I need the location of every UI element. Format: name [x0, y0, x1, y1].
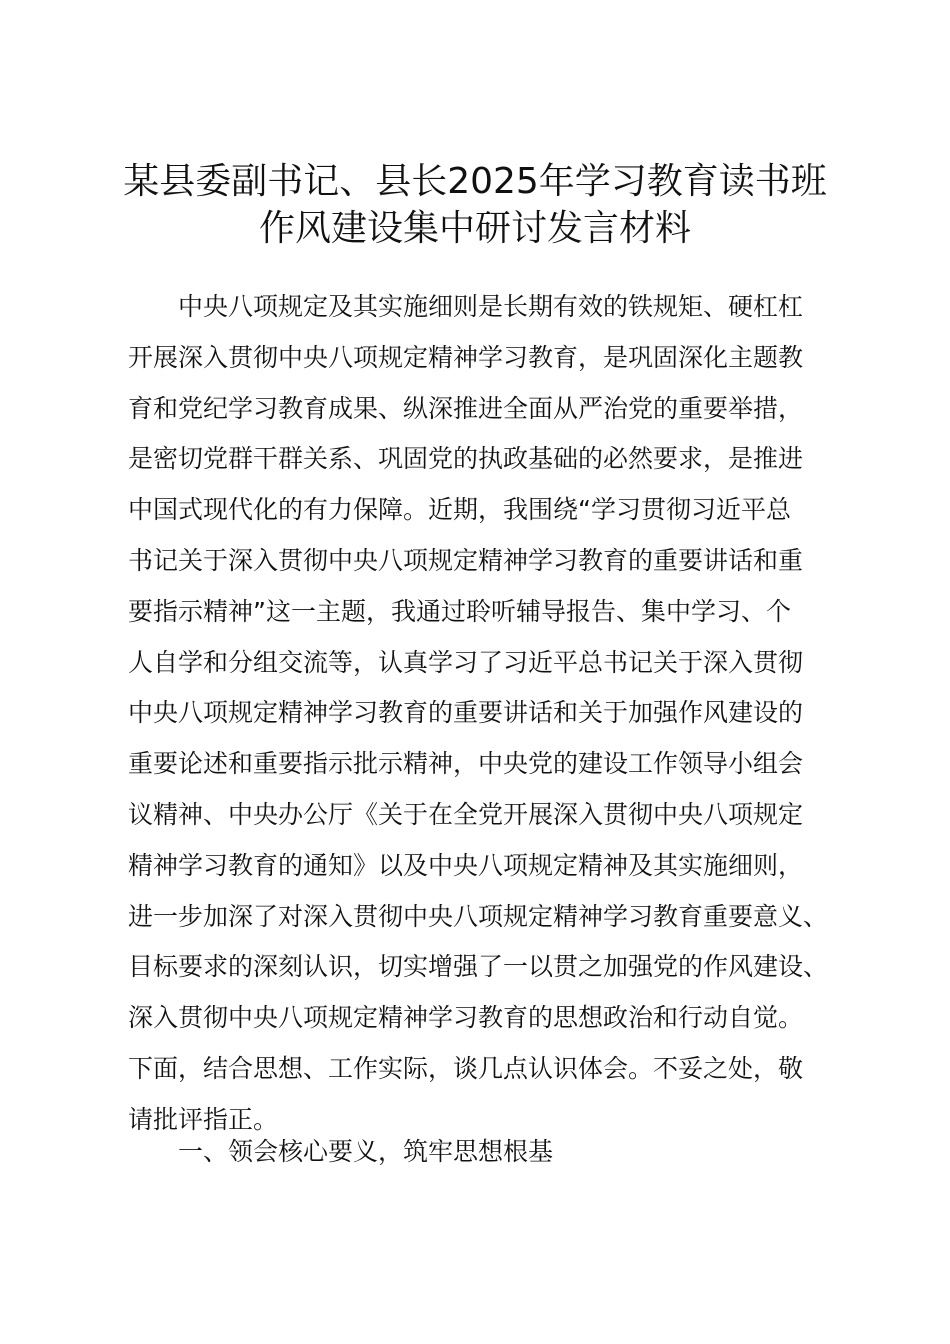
paragraph-line: 深入贯彻中央八项规定精神学习教育的思想政治和行动自觉。	[128, 1003, 804, 1033]
paragraph-line: 开展深入贯彻中央八项规定精神学习教育，是巩固深化主题教	[128, 342, 804, 372]
paragraph-line: 重要论述和重要指示批示精神，中央党的建设工作领导小组会	[128, 749, 804, 779]
document-title-line-1: 某县委副书记、县长2025年学习教育读书班	[123, 161, 827, 202]
paragraph-line: 目标要求的深刻认识，切实增强了一以贯之加强党的作风建设、	[128, 952, 829, 982]
paragraph-line: 是密切党群干群关系、巩固党的执政基础的必然要求，是推进	[128, 444, 804, 474]
paragraph-line: 请批评指正。	[128, 1104, 279, 1134]
paragraph-line: 育和党纪学习教育成果、纵深推进全面从严治党的重要举措，	[128, 393, 804, 423]
paragraph-line: 下面，结合思想、工作实际，谈几点认识体会。不妥之处，敬	[128, 1053, 804, 1083]
paragraph-line: 要指示精神”这一主题，我通过聆听辅导报告、集中学习、个	[128, 596, 791, 626]
paragraph-line: 人自学和分组交流等，认真学习了习近平总书记关于深入贯彻	[128, 647, 804, 677]
paragraph-line: 中国式现代化的有力保障。近期，我围绕“学习贯彻习近平总	[128, 495, 791, 525]
paragraph-line: 中央八项规定精神学习教育的重要讲话和关于加强作风建设的	[128, 698, 804, 728]
paragraph-line: 进一步加深了对深入贯彻中央八项规定精神学习教育重要意义、	[128, 901, 829, 931]
paragraph-line: 中央八项规定及其实施细则是长期有效的铁规矩、硬杠杠	[178, 292, 804, 321]
paragraph-line: 议精神、中央办公厅《关于在全党开展深入贯彻中央八项规定	[128, 799, 804, 829]
document-title-line-2: 作风建设集中研讨发言材料	[258, 208, 691, 249]
intro-paragraph	[128, 282, 848, 1146]
section-heading: 一、领会核心要义，筑牢思想根基	[178, 1137, 554, 1166]
paragraph-line: 精神学习教育的通知》以及中央八项规定精神及其实施细则，	[128, 850, 804, 880]
paragraph-line: 书记关于深入贯彻中央八项规定精神学习教育的重要讲话和重	[128, 545, 804, 575]
